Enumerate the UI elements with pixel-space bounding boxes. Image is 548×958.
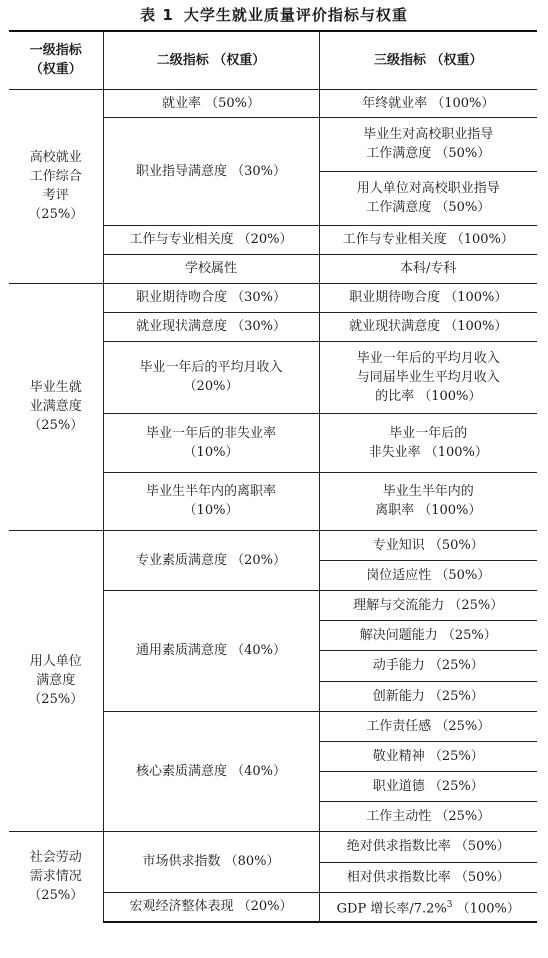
level3-cell: 毕业一年后的平均月收入 与同届毕业生平均月收入 的比率 （100%） (319, 341, 537, 413)
level2-cell: 毕业一年后的平均月收入 （20%） (103, 341, 319, 413)
header-level2: 二级指标 （权重） (103, 31, 319, 89)
header-row (9, 31, 537, 89)
level3-cell: 职业期待吻合度 （100%） (319, 283, 537, 312)
level1-cell: 社会劳动 需求情况 （25%） (9, 831, 103, 922)
table-caption (0, 4, 548, 26)
header-level1: 一级指标 （权重） (9, 31, 103, 89)
level3-cell: 本科/专科 (319, 254, 537, 283)
level3-cell: 岗位适应性 （50%） (319, 560, 537, 590)
level3-cell: 解决问题能力 （25%） (319, 620, 537, 650)
table-row (9, 283, 537, 312)
level3-cell: 创新能力 （25%） (319, 681, 537, 711)
level3-cell: 职业道德 （25%） (319, 771, 537, 801)
level2-cell: 核心素质满意度 （40%） (103, 711, 319, 831)
level2-cell: 宏观经济整体表现 （20%） (103, 892, 319, 922)
level3-cell: 相对供求指数比率 （50%） (319, 862, 537, 892)
level3-cell: 理解与交流能力 （25%） (319, 590, 537, 620)
header-level3: 三级指标 （权重） (319, 31, 537, 89)
level3-cell: 就业现状满意度 （100%） (319, 312, 537, 341)
footnote-marker: 3 (446, 899, 453, 910)
level3-cell (319, 892, 537, 922)
level2-cell: 就业现状满意度 （30%） (103, 312, 319, 341)
level2-cell: 毕业生半年内的离职率 （10%） (103, 472, 319, 530)
indicator-table (9, 30, 537, 923)
level2-cell: 通用素质满意度 （40%） (103, 590, 319, 711)
level3-cell: 年终就业率 （100%） (319, 89, 537, 117)
level1-cell: 毕业生就 业满意度 （25%） (9, 283, 103, 530)
level3-cell: 用人单位对高校职业指导 工作满意度 （50%） (319, 171, 537, 225)
table-row (9, 831, 537, 862)
gdp-label: GDP 增长率/7.2% (336, 900, 447, 916)
level2-cell: 学校属性 (103, 254, 319, 283)
table-title: 大学生就业质量评价指标与权重 (183, 6, 408, 24)
level2-cell: 职业指导满意度 （30%） (103, 117, 319, 225)
table-row (9, 530, 537, 560)
level2-cell: 市场供求指数 （80%） (103, 831, 319, 892)
level3-cell: 工作责任感 （25%） (319, 711, 537, 741)
level3-cell: 工作主动性 （25%） (319, 801, 537, 831)
level3-cell: 敬业精神 （25%） (319, 741, 537, 771)
level3-cell: 专业知识 （50%） (319, 530, 537, 560)
level1-cell: 用人单位 满意度 （25%） (9, 530, 103, 831)
level3-cell: 毕业生对高校职业指导 工作满意度 （50%） (319, 117, 537, 171)
level2-cell: 专业素质满意度 （20%） (103, 530, 319, 590)
gdp-weight: （100%） (452, 900, 520, 916)
level1-cell: 高校就业 工作综合 考评 （25%） (9, 89, 103, 283)
table-row (9, 89, 537, 117)
level2-cell: 职业期待吻合度 （30%） (103, 283, 319, 312)
level3-cell: 工作与专业相关度 （100%） (319, 225, 537, 254)
level2-cell: 毕业一年后的非失业率 （10%） (103, 413, 319, 472)
level3-cell: 毕业一年后的 非失业率 （100%） (319, 413, 537, 472)
level3-cell: 毕业生半年内的 离职率 （100%） (319, 472, 537, 530)
level3-cell: 动手能力 （25%） (319, 650, 537, 681)
table-number: 表 1 (140, 6, 174, 24)
level3-cell: 绝对供求指数比率 （50%） (319, 831, 537, 862)
level2-cell: 工作与专业相关度 （20%） (103, 225, 319, 254)
level2-cell: 就业率 （50%） (103, 89, 319, 117)
